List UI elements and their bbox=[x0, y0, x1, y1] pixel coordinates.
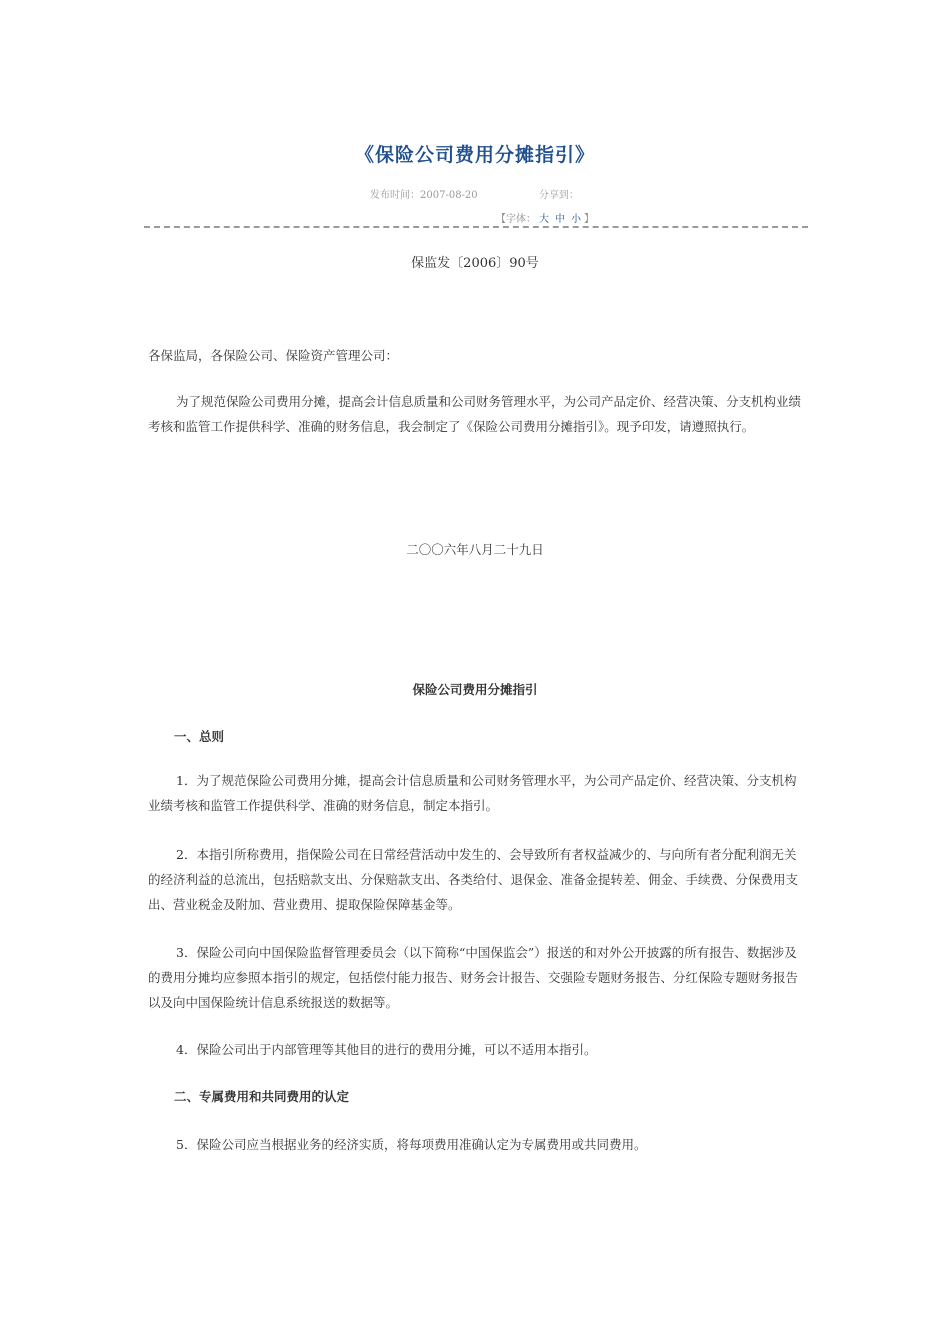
font-size-medium-link[interactable]: 中 bbox=[555, 214, 565, 225]
guideline-item-2: 2．本指引所称费用，指保险公司在日常经营活动中发生的、会导致所有者权益减少的、与向所有者分配利润无关的经济利益的总流出，包括赔款支出、分保赔款支出、各类给付、退保金、准备金提转差、佣金、手续费、分保费用支出、营业税金及附加、营业费用、提取保险保障基金等。 bbox=[148, 847, 799, 912]
section-heading-expense-recognition: 二、专属费用和共同费用的认定 bbox=[174, 1089, 350, 1104]
guideline-item-4: 4．保险公司出于内部管理等其他目的进行的费用分摊，可以不适用本指引。 bbox=[176, 1042, 597, 1057]
share-label[interactable]: 分享到： bbox=[538, 190, 579, 201]
notice-date: 二〇〇六年八月二十九日 bbox=[406, 542, 544, 557]
guideline-item-5: 5．保险公司应当根据业务的经济实质，将每项费用准确认定为专属费用或共同费用。 bbox=[176, 1137, 647, 1152]
section-heading-general: 一、总则 bbox=[174, 729, 225, 744]
salutation: 各保监局，各保险公司、保险资产管理公司： bbox=[148, 348, 399, 363]
page-title: 《保险公司费用分摊指引》 bbox=[354, 144, 595, 166]
notice-body: 为了规范保险公司费用分摊，提高会计信息质量和公司财务管理水平，为公司产品定价、经营决策、分支机构业绩考核和监管工作提供科学、准确的财务信息，我会制定了《保险公司费用分摊指引》。现予印发，请遵照执行。 bbox=[148, 394, 802, 434]
guideline-item-1: 1．为了规范保险公司费用分摊，提高会计信息质量和公司财务管理水平，为公司产品定价、经营决策、分支机构业绩考核和监管工作提供科学、准确的财务信息，制定本指引。 bbox=[148, 773, 797, 813]
publish-meta bbox=[370, 186, 579, 201]
font-size-selector bbox=[496, 210, 594, 225]
font-size-large-link[interactable]: 大 bbox=[539, 214, 549, 225]
divider bbox=[144, 226, 808, 228]
font-size-label-open: 【字体： bbox=[496, 214, 536, 225]
font-size-small-link[interactable]: 小 bbox=[571, 214, 581, 225]
document-number: 保监发〔2006〕90号 bbox=[411, 256, 539, 271]
font-size-label-close: 】 bbox=[584, 214, 594, 225]
publish-date: 发布时间：2007-08-20 bbox=[370, 190, 478, 201]
guideline-title: 保险公司费用分摊指引 bbox=[412, 682, 538, 697]
guideline-item-3: 3．保险公司向中国保险监督管理委员会（以下简称“中国保监会”）报送的和对外公开披露的所有报告、数据涉及的费用分摊均应参照本指引的规定，包括偿付能力报告、财务会计报告、交强险专题财务报告、分红保险专题财务报告以及向中国保险统计信息系统报送的数据等。 bbox=[148, 945, 799, 1010]
